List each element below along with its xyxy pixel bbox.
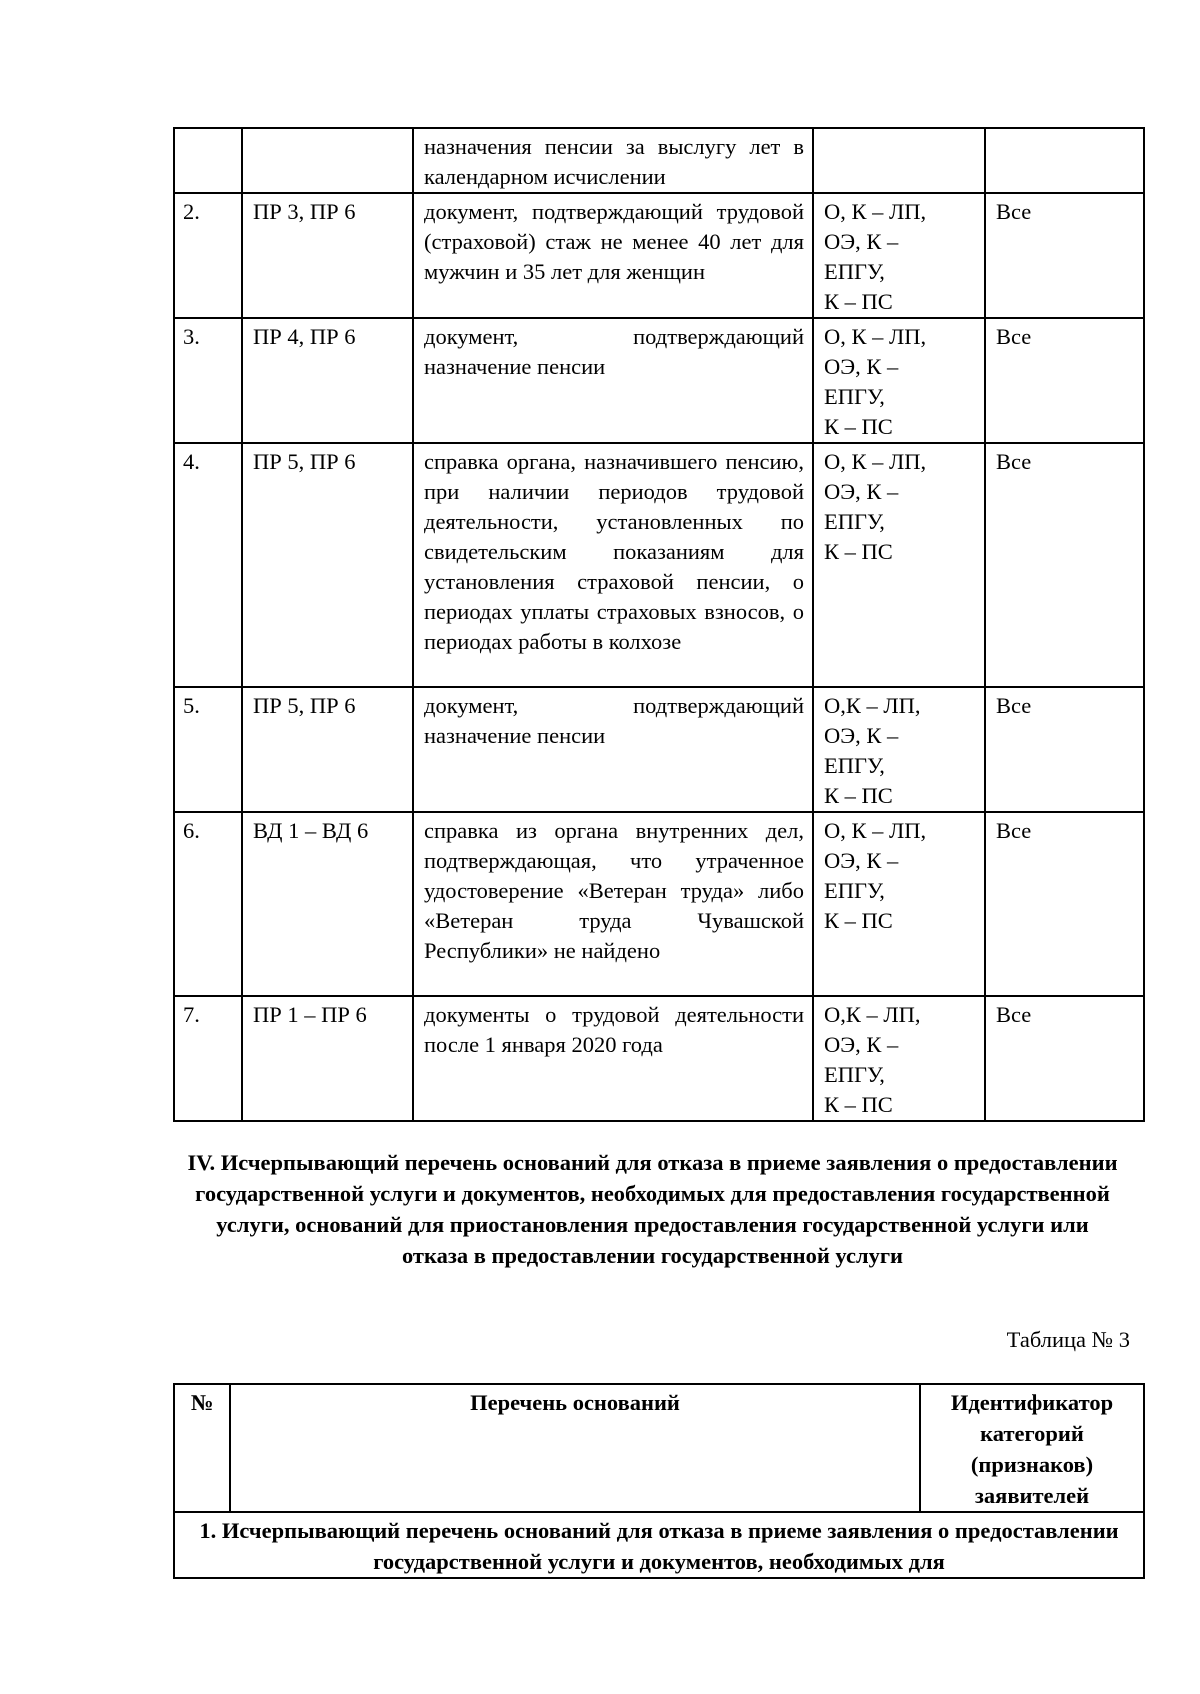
applicant-code: ПР 1 – ПР 6 xyxy=(242,996,413,1121)
applicant-category: Все xyxy=(985,318,1144,443)
channel-line: К – ПС xyxy=(824,783,893,808)
document-description: документ, подтверждающий назначение пенсии xyxy=(413,318,813,443)
submission-channels xyxy=(813,443,985,687)
table-row xyxy=(174,318,1144,443)
applicant-code: ПР 4, ПР 6 xyxy=(242,318,413,443)
channel-line: ОЭ, К – xyxy=(824,723,899,748)
channel-line: ОЭ, К – xyxy=(824,479,899,504)
channel-line: ЕПГУ, xyxy=(824,1062,885,1087)
table-row xyxy=(174,443,1144,687)
table-row xyxy=(174,812,1144,996)
table-row xyxy=(174,996,1144,1121)
table-label: Таблица № 3 xyxy=(1006,1327,1130,1352)
channel-line: К – ПС xyxy=(824,1092,893,1117)
channel-line: О, К – ЛП, xyxy=(824,199,927,224)
applicant-code: ВД 1 – ВД 6 xyxy=(242,812,413,996)
subheader-text: 1. Исчерпывающий перечень оснований для отказа в приеме заявления о предоставлении государственной услуги и документов, необходимых для xyxy=(174,1512,1144,1578)
document-description: назначения пенсии за выслугу лет в календарном исчислении xyxy=(413,128,813,193)
row-number: 2. xyxy=(174,193,242,318)
channel-line: К – ПС xyxy=(824,908,893,933)
channel-line: ЕПГУ, xyxy=(824,878,885,903)
table-row xyxy=(174,128,1144,193)
channel-line: ЕПГУ, xyxy=(824,384,885,409)
header-number: № xyxy=(174,1384,230,1512)
channel-line: О, К – ЛП, xyxy=(824,324,927,349)
document-description: документ, подтверждающий назначение пенсии xyxy=(413,687,813,812)
channel-line: К – ПС xyxy=(824,289,893,314)
row-number: 7. xyxy=(174,996,242,1121)
applicant-category: Все xyxy=(985,812,1144,996)
document-description: документы о трудовой деятельности после 1 января 2020 года xyxy=(413,996,813,1121)
channel-line: ОЭ, К – xyxy=(824,1032,899,1057)
applicant-code: ПР 3, ПР 6 xyxy=(242,193,413,318)
channel-line: ОЭ, К – xyxy=(824,848,899,873)
row-number xyxy=(174,128,242,193)
applicant-code: ПР 5, ПР 6 xyxy=(242,687,413,812)
channel-line: О, К – ЛП, xyxy=(824,449,927,474)
submission-channels xyxy=(813,812,985,996)
submission-channels xyxy=(813,128,985,193)
documents-table xyxy=(173,127,1145,1122)
row-number: 4. xyxy=(174,443,242,687)
channel-line: О,К – ЛП, xyxy=(824,1002,921,1027)
applicant-code: ПР 5, ПР 6 xyxy=(242,443,413,687)
table-row xyxy=(174,193,1144,318)
channel-line: ОЭ, К – xyxy=(824,354,899,379)
channel-line: ЕПГУ, xyxy=(824,509,885,534)
applicant-category: Все xyxy=(985,687,1144,812)
submission-channels xyxy=(813,996,985,1121)
document-description: справка органа, назначившего пенсию, при наличии периодов трудовой деятельности, установленных по свидетельским показаниям для установления страховой пенсии, о периодах уплаты страховых взносов, о периодах работы в колхозе xyxy=(413,443,813,687)
applicant-category: Все xyxy=(985,193,1144,318)
applicant-code xyxy=(242,128,413,193)
document-description: документ, подтверждающий трудовой (страховой) стаж не менее 40 лет для мужчин и 35 лет для женщин xyxy=(413,193,813,318)
refusal-reasons-table xyxy=(173,1383,1145,1579)
channel-line: О,К – ЛП, xyxy=(824,693,921,718)
channel-line: О, К – ЛП, xyxy=(824,818,927,843)
row-number: 6. xyxy=(174,812,242,996)
table-subheader-row xyxy=(174,1512,1144,1578)
submission-channels xyxy=(813,193,985,318)
header-identifier: Идентификатор категорий (признаков) заявителей xyxy=(920,1384,1144,1512)
row-number: 5. xyxy=(174,687,242,812)
applicant-category: Все xyxy=(985,996,1144,1121)
channel-line: ЕПГУ, xyxy=(824,259,885,284)
document-description: справка из органа внутренних дел, подтверждающая, что утраченное удостоверение «Ветеран труда» либо «Ветеран труда Чувашской Республики» не найдено xyxy=(413,812,813,996)
header-reasons: Перечень оснований xyxy=(230,1384,920,1512)
applicant-category: Все xyxy=(985,443,1144,687)
submission-channels xyxy=(813,318,985,443)
channel-line: ОЭ, К – xyxy=(824,229,899,254)
section-title: IV. Исчерпывающий перечень оснований для отказа в приеме заявления о предоставлении государственной услуги и документов, необходимых для предоставления государственной услуги, оснований для приостановления предоставления государственной услуги или отказа в предоставлении государственной услуги xyxy=(187,1150,1118,1268)
applicant-category xyxy=(985,128,1144,193)
table-header-row xyxy=(174,1384,1144,1512)
channel-line: К – ПС xyxy=(824,539,893,564)
submission-channels xyxy=(813,687,985,812)
channel-line: ЕПГУ, xyxy=(824,753,885,778)
row-number: 3. xyxy=(174,318,242,443)
channel-line: К – ПС xyxy=(824,414,893,439)
table-row xyxy=(174,687,1144,812)
